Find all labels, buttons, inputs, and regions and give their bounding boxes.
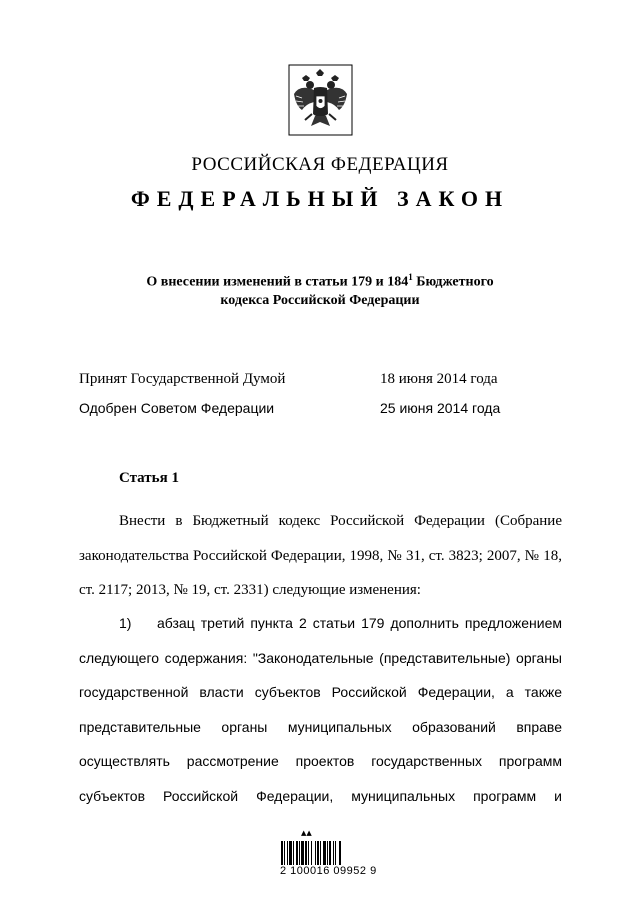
list-item-text: абзац третий пункта 2 статьи 179 дополнить предложением следующего содержания: "Законодательные (представительные) органы государственной власти субъектов Российской Федерации, а также представительные органы муниципальных образований вправе осуществлять рассмотрение проектов государственных программ субъектов Российской Федерации, муниципальных программ и — [79, 615, 562, 804]
adoption-date: 18 июня 2014 года — [380, 371, 498, 387]
paragraph-text: Внести в Бюджетный кодекс Российской Федерации (Собрание законодательства Российской Федерации, 1998, № 31, ст. 3823; 2007, № 18, ст. 2117; 2013, № 19, ст. 2331) следующие изменения: — [79, 513, 562, 598]
adoption-row-duma — [79, 371, 539, 391]
russian-coat-of-arms-icon — [288, 64, 353, 136]
list-item-number: 1) — [119, 615, 132, 631]
subject-superscript: 1 — [408, 272, 413, 282]
adoption-label: Принят Государственной Думой — [79, 371, 286, 387]
barcode-icon — [281, 841, 364, 865]
subject-line-1-text: О внесении изменений в статьи 179 и 184 — [146, 274, 409, 290]
subject-line-2: кодекса Российской Федерации — [220, 292, 420, 308]
barcode-number: 2 100016 09952 9 — [280, 865, 377, 877]
article-heading: Статья 1 — [119, 470, 179, 486]
article-paragraph — [79, 504, 562, 608]
law-subject-title — [90, 268, 550, 310]
article-list-item — [79, 606, 562, 813]
state-emblem — [288, 64, 353, 136]
adoption-row-federation-council — [79, 400, 539, 420]
country-name: РОССИЙСКАЯ ФЕДЕРАЦИЯ — [191, 154, 449, 175]
barcode-logo-icon: ▲▲ — [301, 829, 312, 837]
adoption-date: 25 июня 2014 года — [380, 400, 501, 416]
document-type-title: ФЕДЕРАЛЬНЫЙ ЗАКОН — [130, 186, 510, 211]
subject-line-1 — [90, 268, 550, 292]
adoption-label: Одобрен Советом Федерации — [79, 400, 275, 416]
subject-line-1-tail: Бюджетного — [412, 274, 494, 290]
